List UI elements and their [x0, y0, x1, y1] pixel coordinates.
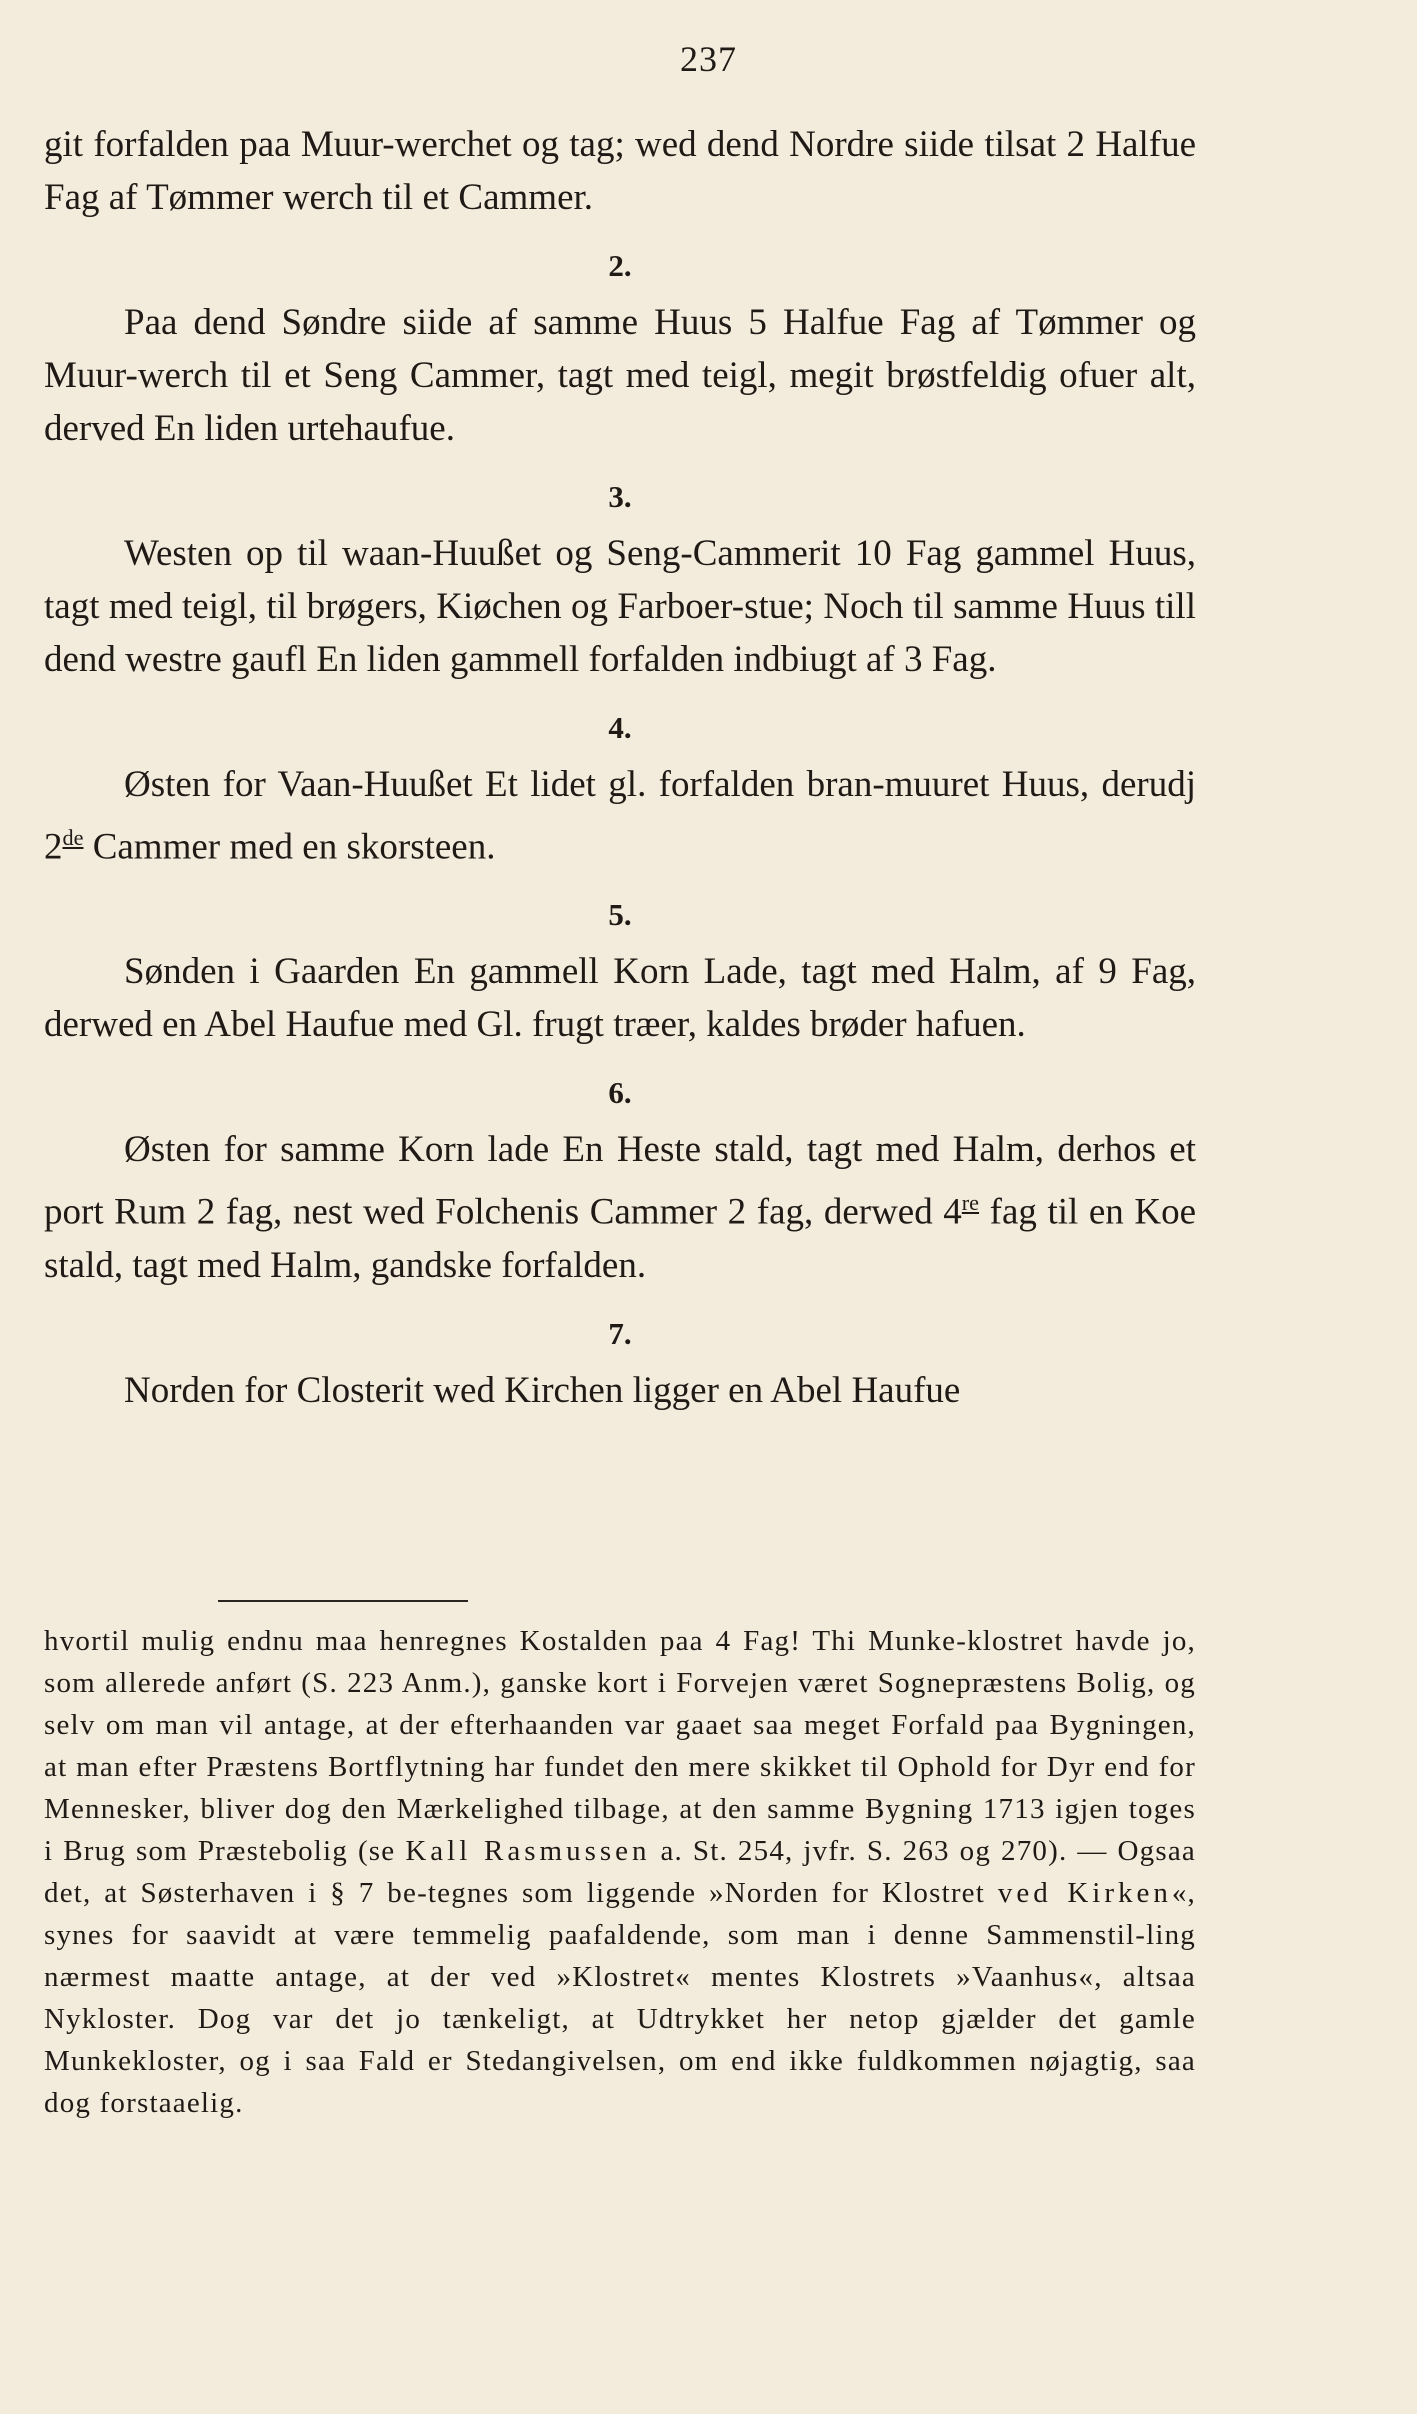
lead-paragraph: git forfalden paa Muur-werchet og tag; wed dend Nordre siide tilsat 2 Halfue Fag af Tømmer werch til et Cammer.: [44, 124, 1196, 218]
section-number: 2.: [608, 248, 632, 283]
footnote-text: a. St. 254, jvfr. S. 263 og 270). — Ogsaa det, at Søsterhaven i § 7 be-tegnes som liggende »Norden for Klostret: [44, 1835, 1196, 1909]
footnote-text: hvortil mulig endnu maa henregnes Kostalden paa 4 Fag! Thi Munke-klostret havde jo, som allerede anført (S. 223 Anm.), ganske kort i Forvejen været Sognepræstens Bolig, og selv om man vil antage, at der efterhaanden var gaaet saa meget Forfald paa Bygningen, at man efter Præstens Bortflytning har fundet den mere skikket til Ophold for Dyr end for Mennesker, bliver dog den Mærkelighed tilbage, at den samme Bygning 1713 igjen toges i Brug som Præstebolig (se: [44, 1625, 1196, 1867]
section-paragraph: Sønden i Gaarden En gammell Korn Lade, tagt med Halm, af 9 Fag, derwed en Abel Haufue med Gl. frugt træer, kaldes brøder hafuen.: [44, 951, 1196, 1046]
footnote-text: «, synes for saavidt at være temmelig paafaldende, som man i denne Sammenstil-ling nærmest maatte antage, at der ved »Klostret« mentes Klostrets »Vaanhus«, altsaa Nykloster. Dog var det jo tænkeligt, at Udtrykket her netop gjælder det gamle Munkekloster, og i saa Fald er Stedangivelsen, om end ikke fuldkommen nøjagtig, saa dog forstaaelig.: [44, 1877, 1197, 2119]
footnote-emphasis: ved Kirken: [997, 1877, 1172, 1909]
ordinal-superscript: re: [961, 1190, 980, 1216]
section-text: Østen for samme Korn lade En Heste stald, tagt med Halm, derhos et port Rum 2 fag, nest wed Folchenis Cammer 2 fag, derwed 4: [44, 1129, 1196, 1233]
section-paragraph: Paa dend Søndre siide af samme Huus 5 Halfue Fag af Tømmer og Muur-werch til et Seng Cammer, tagt med teigl, megit brøstfeldig ofuer alt, derved En liden urtehaufue.: [44, 302, 1196, 449]
page-number: 237: [680, 39, 737, 79]
main-text: [44, 118, 1196, 1417]
section-number: 7.: [608, 1315, 632, 1351]
footnote-divider: [218, 1600, 468, 1602]
section-text: Cammer med en skorsteen.: [83, 826, 496, 868]
section-text: Østen for Vaan-Huußet Et lidet gl. forfalden bran-muuret Huus, derudj 2: [44, 764, 1196, 868]
section-paragraph: Norden for Closterit wed Kirchen ligger en Abel Haufue: [124, 1369, 961, 1411]
section-number: 4.: [608, 710, 632, 745]
ordinal-superscript: de: [62, 825, 84, 850]
section-paragraph: [44, 1123, 1196, 1291]
section-number: 3.: [608, 479, 632, 514]
section-text: fag til en Koe stald, tagt med Halm, gandske forfalden.: [44, 1191, 1196, 1286]
section-number: 5.: [608, 897, 632, 933]
footnote-author: Kall Rasmussen: [405, 1835, 651, 1867]
section-number: 6.: [608, 1075, 632, 1111]
section-paragraph: Westen op til waan-Huußet og Seng-Cammerit 10 Fag gammel Huus, tagt med teigl, til brøgers, Kiøchen og Farboer-stue; Noch til samme Huus till dend westre gaufl En liden gammell forfalden indbiugt af 3 Fag.: [44, 533, 1196, 680]
footnote: [44, 1620, 1196, 2124]
footnote-paragraph: [44, 1620, 1196, 2124]
section-paragraph: [44, 758, 1196, 873]
